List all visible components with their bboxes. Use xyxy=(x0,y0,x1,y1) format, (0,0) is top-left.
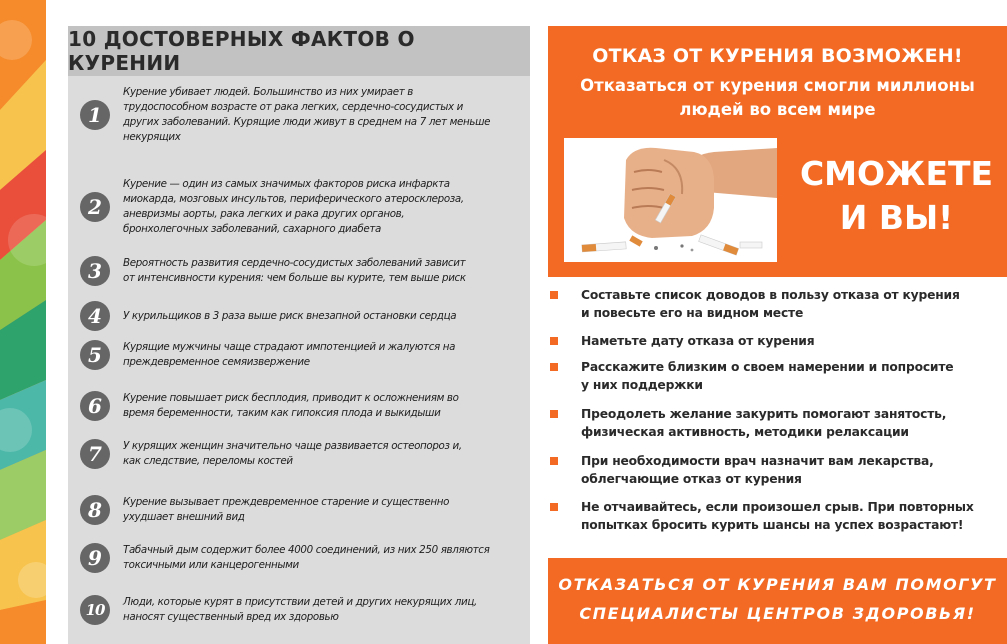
fact-text-line: Вероятность развития сердечно-сосудистых заболеваний зависит xyxy=(123,257,466,269)
tip-text-line: Не отчаивайтесь, если произошел срыв. При повторных xyxy=(581,500,974,514)
fact-text xyxy=(123,85,490,145)
tip-text xyxy=(581,452,934,488)
tip-text-line: облегчающие отказ от курения xyxy=(581,472,802,486)
square-bullet-icon xyxy=(550,503,558,511)
tip-text xyxy=(581,332,814,350)
fact-number-badge: 7 xyxy=(80,439,110,469)
fact-text xyxy=(123,495,449,525)
tip-text-line: и повесьте его на видном месте xyxy=(581,306,804,320)
fact-item xyxy=(80,256,526,286)
fact-text-line: ухудшает внешний вид xyxy=(123,511,245,523)
fact-text-line: миокарда, мозговых инсультов, периферического атеросклероза, xyxy=(123,193,464,205)
fact-text-line: от интенсивности курения: чем больше вы курите, тем выше риск xyxy=(123,272,466,284)
banner-subtitle xyxy=(548,74,1007,122)
slogan xyxy=(786,152,1007,240)
tip-text-line: При необходимости врач назначит вам лекарства, xyxy=(581,454,934,468)
fact-text-line: У курильщиков в 3 раза выше риск внезапной остановки сердца xyxy=(123,309,457,322)
facts-title: 10 ДОСТОВЕРНЫХ ФАКТОВ О КУРЕНИИ xyxy=(68,26,530,76)
fact-text xyxy=(123,340,455,370)
fact-text-line: как следствие, переломы костей xyxy=(123,455,293,467)
fact-item xyxy=(80,495,526,525)
fact-text-line: У курящих женщин значительно чаще развивается остеопороз и, xyxy=(123,440,462,452)
fact-number-badge: 10 xyxy=(80,595,110,625)
fact-item xyxy=(80,85,526,145)
fact-number-badge: 3 xyxy=(80,256,110,286)
slogan-line: СМОЖЕТЕ xyxy=(799,154,994,193)
fact-text xyxy=(123,256,466,286)
fact-text-line: наносят существенный вред их здоровью xyxy=(123,611,339,623)
fact-number-badge: 5 xyxy=(80,340,110,370)
fact-text-line: Люди, которые курят в присутствии детей и других некурящих лиц, xyxy=(123,596,477,608)
fact-text xyxy=(123,595,477,625)
tip-text-line: Расскажите близким о своем намерении и попросите xyxy=(581,360,954,374)
quit-possible-banner xyxy=(548,26,1007,277)
fist-crushing-cigarettes-image xyxy=(564,138,777,262)
tip-text xyxy=(581,286,960,322)
fact-item xyxy=(80,595,526,625)
fact-number-badge: 8 xyxy=(80,495,110,525)
fact-text-line: токсичными или канцерогенными xyxy=(123,559,299,571)
fact-text xyxy=(123,439,462,469)
fact-number-badge: 9 xyxy=(80,543,110,573)
tip-text-line: попытках бросить курить шансы на успех возрастают! xyxy=(581,518,964,532)
fact-item xyxy=(80,301,526,331)
fact-item xyxy=(80,543,526,573)
fact-text-line: преждевременное семяизвержение xyxy=(123,356,310,368)
fact-text xyxy=(123,543,489,573)
slogan-line: И ВЫ! xyxy=(839,198,954,237)
square-bullet-icon xyxy=(550,291,558,299)
fact-text-line: Курящие мужчины чаще страдают импотенцией и жалуются на xyxy=(123,341,456,353)
square-bullet-icon xyxy=(550,363,558,371)
fact-text-line: Курение — один из самых значимых факторов риска инфаркта xyxy=(123,178,450,190)
fact-text-line: Курение вызывает преждевременное старение и существенно xyxy=(123,496,450,508)
tip-text-line: у них поддержки xyxy=(581,378,703,392)
fact-text xyxy=(123,177,464,237)
fact-text-line: время беременности, таким как гипоксия плода и выкидыши xyxy=(123,407,441,419)
fact-text-line: Табачный дым содержит более 4000 соединений, из них 250 являются xyxy=(123,544,490,556)
footer-banner xyxy=(548,558,1007,644)
fact-text-line: Курение повышает риск бесплодия, приводит к осложнениям во xyxy=(123,392,459,404)
fact-number-badge: 4 xyxy=(80,301,110,331)
square-bullet-icon xyxy=(550,337,558,345)
fact-number-badge: 1 xyxy=(80,100,110,130)
banner-subtitle-line: Отказаться от курения смогли миллионы xyxy=(580,76,975,95)
tip-text xyxy=(581,498,974,534)
facts-panel xyxy=(68,26,530,644)
footer-text xyxy=(548,570,1007,628)
fact-text-line: Курение убивает людей. Большинство из них умирает в xyxy=(123,86,413,98)
fact-item xyxy=(80,177,526,237)
fact-text-line: бронхолегочных заболеваний, сахарного диабета xyxy=(123,223,381,235)
square-bullet-icon xyxy=(550,457,558,465)
tip-text xyxy=(581,405,946,441)
footer-line: ОТКАЗАТЬСЯ ОТ КУРЕНИЯ ВАМ ПОМОГУТ xyxy=(558,575,997,594)
fact-text-line: аневризмы аорты, рака легких и рака других органов, xyxy=(123,208,405,220)
footer-line: СПЕЦИАЛИСТЫ ЦЕНТРОВ ЗДОРОВЬЯ! xyxy=(579,604,976,623)
banner-title: ОТКАЗ ОТ КУРЕНИЯ ВОЗМОЖЕН! xyxy=(592,45,963,67)
fact-text-line: трудоспособном возрасте от рака легких, сердечно-сосудистых и xyxy=(123,101,464,113)
banner-subtitle-line: людей во всем мире xyxy=(679,100,876,119)
tip-text-line: Наметьте дату отказа от курения xyxy=(581,334,815,348)
fact-number-badge: 6 xyxy=(80,391,110,421)
fact-text-line: других заболеваний. Курящие люди живут в среднем на 7 лет меньше xyxy=(123,116,491,128)
square-bullet-icon xyxy=(550,410,558,418)
tip-text-line: Составьте список доводов в пользу отказа от курения xyxy=(581,288,960,302)
fact-item xyxy=(80,391,526,421)
fact-text xyxy=(123,391,459,421)
fact-item xyxy=(80,439,526,469)
fact-number-badge: 2 xyxy=(80,192,110,222)
fact-item xyxy=(80,340,526,370)
tip-text-line: физическая активность, методики релаксации xyxy=(581,425,909,439)
tip-text xyxy=(581,358,953,394)
decorative-strip xyxy=(0,0,46,644)
tip-text-line: Преодолеть желание закурить помогают занятость, xyxy=(581,407,947,421)
fact-text xyxy=(123,309,456,324)
fact-text-line: некурящих xyxy=(123,131,181,143)
